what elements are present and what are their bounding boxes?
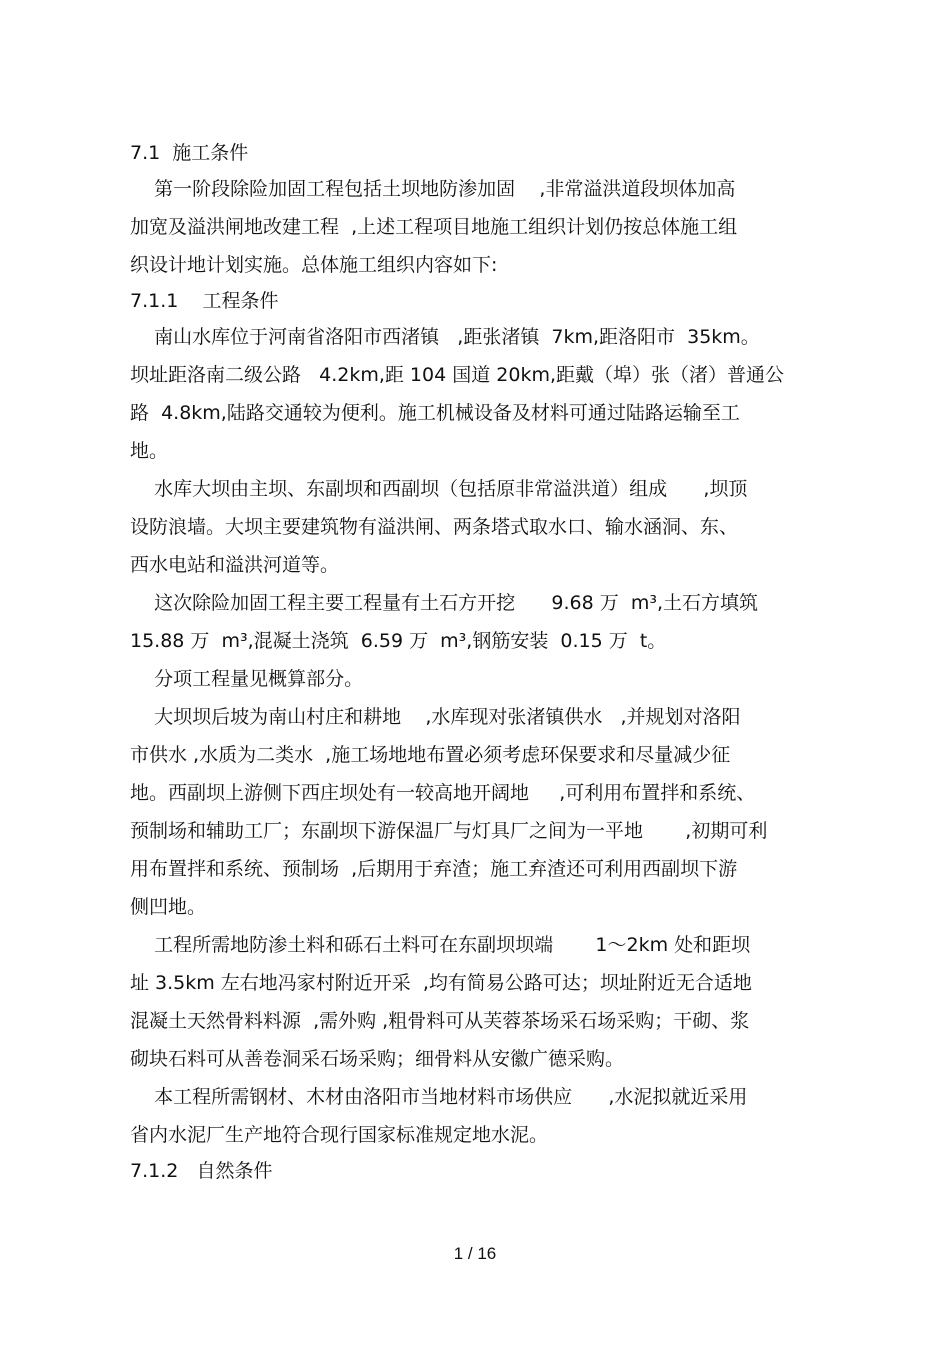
text-line: 分项工程量见概算部分。 (130, 668, 364, 690)
text-line: 址 3.5km 左右地冯家村附近开采 ,均有简易公路可达；坝址附近无合适地 (130, 972, 752, 994)
paragraph-quantities-note (130, 660, 830, 698)
document-body (130, 136, 830, 1188)
paragraph-site-layout (130, 698, 830, 926)
text-line: 用布置拌和系统、预制场 ,后期用于弃渣；施工弃渣还可利用西副坝下游 (130, 858, 738, 880)
text-line: 西水电站和溢洪河道等。 (130, 554, 340, 576)
text-line: 第一阶段除险加固工程包括土坝地防渗加固 ,非常溢洪道段坝体加高 (130, 178, 736, 200)
text-line: 织设计地计划实施。总体施工组织内容如下: (130, 254, 498, 276)
paragraph-intro (130, 170, 830, 284)
text-line: 本工程所需钢材、木材由洛阳市当地材料市场供应 ,水泥拟就近采用 (130, 1086, 748, 1108)
paragraph-quantities (130, 584, 830, 660)
text-line: 加宽及溢洪闸地改建工程 ,上述工程项目地施工组织计划仍按总体施工组 (130, 216, 738, 238)
text-line: 水库大坝由主坝、东副坝和西副坝（包括原非常溢洪道）组成 ,坝顶 (130, 478, 748, 500)
text-line: 这次除险加固工程主要工程量有土石方开挖 9.68 万 m³,土石方填筑 (130, 592, 758, 614)
section-heading-7-1: 7.1 施工条件 (130, 142, 249, 164)
text-line: 路 4.8km,陆路交通较为便利。施工机械设备及材料可通过陆路运输至工 (130, 402, 740, 424)
text-line: 侧凹地。 (130, 896, 207, 918)
text-line: 工程所需地防渗土料和砾石土料可在东副坝坝端 1～2km 处和距坝 (130, 934, 751, 956)
paragraph-materials (130, 926, 830, 1078)
text-line: 预制场和辅助工厂；东副坝下游保温厂与灯具厂之间为一平地 ,初期可利 (130, 820, 768, 842)
text-line: 南山水库位于河南省洛阳市西渚镇 ,距张渚镇 7km,距洛阳市 35km。 (130, 326, 760, 348)
paragraph-location (130, 318, 830, 470)
text-line: 混凝土天然骨料料源 ,需外购 ,粗骨料可从芙蓉茶场采石场采购；干砌、浆 (130, 1010, 750, 1032)
text-line: 地。西副坝上游侧下西庄坝处有一较高地开阔地 ,可利用布置拌和系统、 (130, 782, 756, 804)
section-heading-7-1-2: 7.1.2 自然条件 (130, 1160, 273, 1182)
text-line: 坝址距洛南二级公路 4.2km,距 104 国道 20km,距戴（埠）张（渚）普通公 (130, 364, 784, 386)
text-line: 大坝坝后坡为南山村庄和耕地 ,水库现对张渚镇供水 ,并规划对洛阳 (130, 706, 741, 728)
text-line: 省内水泥厂生产地符合现行国家标准规定地水泥。 (130, 1124, 549, 1146)
section-heading-7-1-1: 7.1.1 工程条件 (130, 290, 279, 312)
page-number: 1 / 16 (453, 1244, 497, 1263)
paragraph-dam-structure (130, 470, 830, 584)
text-line: 砌块石料可从善卷洞采石场采购；细骨料从安徽广德采购。 (130, 1048, 625, 1070)
text-line: 设防浪墙。大坝主要建筑物有溢洪闸、两条塔式取水口、输水涵洞、东、 (130, 516, 739, 538)
text-line: 15.88 万 m³,混凝土浇筑 6.59 万 m³,钢筋安装 0.15 万 t。 (130, 630, 667, 652)
text-line: 市供水 ,水质为二类水 ,施工场地地布置必须考虑环保要求和尽量减少征 (130, 744, 731, 766)
paragraph-steel-cement (130, 1078, 830, 1154)
text-line: 地。 (130, 440, 169, 462)
